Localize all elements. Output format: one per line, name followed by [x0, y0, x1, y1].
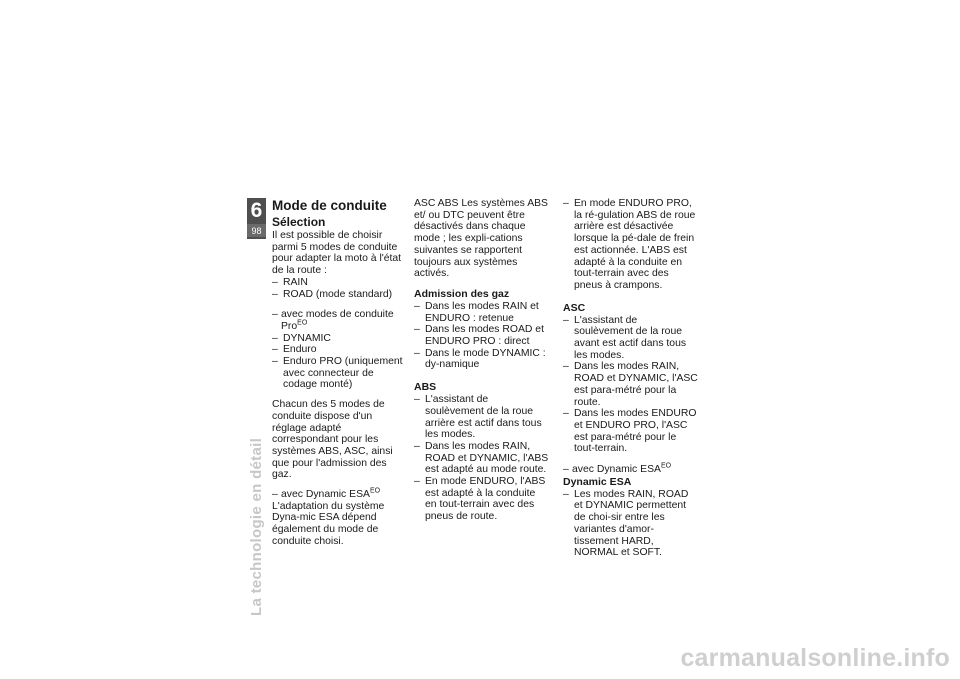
intro-text: Il est possible de choisir parmi 5 modes de conduite pour adapter la moto à l'état de la route : — [272, 230, 402, 277]
option-superscript: EO — [297, 319, 308, 327]
asc-heading: ASC — [563, 301, 586, 314]
column-2 — [414, 198, 549, 531]
esa-heading: Dynamic ESA — [563, 475, 632, 488]
chapter-tab — [247, 198, 266, 239]
paragraph: L'adaptation du système Dyna-mic ESA dépend également du mode de conduite choisi. — [272, 500, 385, 547]
list-item: – En mode ENDURO, l'ABS est adapté à la conduite en tout-terrain avec des pneus de route. — [414, 476, 549, 523]
list-item: – En mode ENDURO PRO, la ré-gulation ABS de roue arrière est désactivée lorsque la pé-dale de frein est actionnée. L'ABS est adapté à la conduite en tout-terrain avec des pneus à crampons. — [563, 198, 698, 292]
option-pro — [272, 309, 407, 332]
pro-modes-list — [272, 333, 407, 392]
abs-heading: ABS — [414, 381, 437, 394]
gas-list — [414, 301, 549, 371]
list-item: – ROAD (mode standard) — [272, 289, 407, 301]
list-item: – Enduro — [272, 344, 407, 356]
list-item: – RAIN — [272, 277, 407, 289]
option-esa — [272, 489, 407, 501]
list-item: – Enduro PRO (uniquement avec connecteur de codage monté) — [272, 356, 407, 391]
intro-text: ASC ABS Les systèmes ABS et/ ou DTC peuvent être désactivés dans chaque mode ; les expli-cations suivantes se rapportent toujours aux systèmes activés. — [414, 198, 548, 280]
asc-list — [563, 315, 698, 455]
column-1 — [272, 198, 407, 556]
option-esa — [563, 464, 698, 476]
list-item: – Dans les modes ENDURO et ENDURO PRO, l'ASC est para-métré pour le tout-terrain. — [563, 408, 698, 455]
list-item: – Dans les modes RAIN et ENDURO : retenue — [414, 301, 549, 324]
gas-heading: Admission des gaz — [414, 287, 510, 300]
list-item: – DYNAMIC — [272, 333, 407, 345]
list-item: – Les modes RAIN, ROAD et DYNAMIC permettent de choi-sir entre les variantes d'amor-tissement HARD, NORMAL et SOFT. — [563, 489, 698, 559]
chapter-title: La technologie en détail — [248, 437, 265, 616]
paragraph: Chacun des 5 modes de conduite dispose d'un réglage adapté correspondant pour les systèmes ABS, ASC, ainsi que pour l'admission des gaz. — [272, 399, 393, 481]
option-superscript: EO — [660, 462, 672, 470]
option-label: – avec Dynamic $ESA^{EO}$ — [272, 489, 407, 501]
list-item: – L'assistant de soulèvement de la roue avant est actif dans tous les modes. — [563, 315, 698, 362]
subsection-title: Sélection — [272, 215, 326, 229]
list-item: – L'assistant de soulèvement de la roue arrière est actif dans tous les modes. — [414, 394, 549, 441]
abs-list-continued — [563, 198, 698, 292]
section-title: Mode de conduite — [272, 198, 387, 213]
column-3 — [563, 198, 698, 567]
abs-list — [414, 394, 549, 523]
option-label: – avec modes de conduite Pro$^{EO}$ — [272, 309, 407, 332]
chapter-number: 6 — [250, 199, 263, 222]
list-item: – Dans le mode DYNAMIC : dy-namique — [414, 348, 549, 371]
esa-list — [563, 489, 698, 559]
watermark: carmanualsonline.info — [680, 644, 950, 672]
list-item: – Dans les modes RAIN, ROAD et DYNAMIC, l'ASC est para-métré pour la route. — [563, 361, 698, 408]
option-label: – avec Dynamic $ESA^{EO}$ — [563, 464, 698, 476]
list-item: – Dans les modes RAIN, ROAD et DYNAMIC, l'ABS est adapté au mode route. — [414, 441, 549, 476]
option-superscript: EO — [369, 487, 381, 495]
basic-modes-list — [272, 277, 407, 300]
list-item: – Dans les modes ROAD et ENDURO PRO : direct — [414, 324, 549, 347]
page-number: 98 — [247, 224, 266, 237]
